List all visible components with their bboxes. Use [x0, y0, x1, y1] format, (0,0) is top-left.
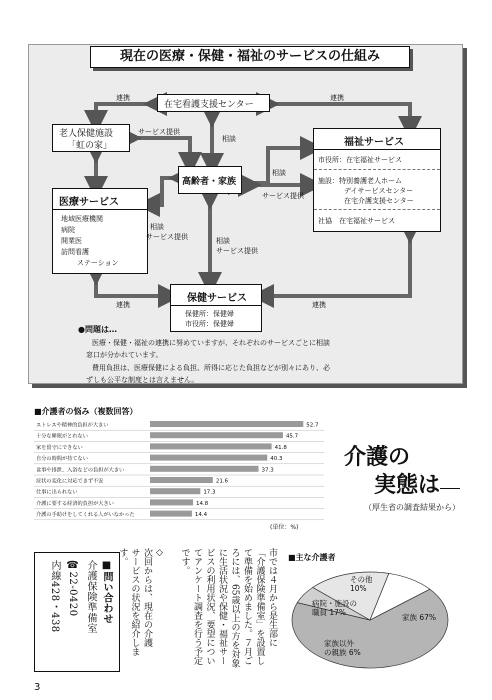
contact-heading: ■問い合わせ: [101, 560, 112, 624]
medical-item: 病院: [61, 226, 75, 234]
article-body: [117, 548, 278, 672]
medical-item: 開業医: [61, 237, 82, 245]
home-nursing-center-label: 在宅看護支援センター: [164, 100, 254, 110]
bar-category-label: 家を留守にできない: [36, 444, 83, 451]
health-title: 保健サービス: [187, 293, 247, 304]
link-label: 相談: [272, 169, 286, 177]
bar-chart-title: ■介護者の悩み（複数回答）: [34, 407, 138, 416]
pie-label: 病院・施設の: [312, 599, 357, 608]
welfare-title: 福祉サービス: [344, 137, 404, 148]
article-column: に生活状況や保健・福祉サー: [217, 548, 227, 665]
contact-ext: 内線428・438: [49, 560, 60, 633]
pie-chart: [290, 562, 460, 672]
welfare-row: 施設：特別養護老人ホーム: [318, 177, 402, 185]
problem-heading: ●問題は…: [78, 325, 117, 334]
link-label: サービス提供: [138, 128, 180, 136]
welfare-row: 市役所：在宅福祉サービス: [318, 156, 402, 164]
elderly-facility-box: [52, 124, 130, 152]
link-label: 連携: [312, 301, 326, 309]
medical-item: ステーション: [77, 259, 119, 267]
link-label: 連携: [330, 94, 344, 102]
heading-dash: [440, 488, 460, 489]
welfare-box: [313, 128, 441, 232]
welfare-row: デイサービスセンター: [344, 187, 414, 195]
health-item: 保健所：保健婦: [185, 310, 234, 318]
article-column: ろには、65歳以上の方を対象: [229, 548, 240, 668]
medical-box: [52, 188, 148, 274]
pie-label: の親族 6%: [324, 648, 361, 657]
bar-chart: [34, 416, 324, 534]
link-label: サービス提供: [146, 233, 188, 241]
side-heading: 実態は: [374, 472, 441, 498]
bar-category-label: 症状の変化に対応できず不安: [36, 478, 104, 485]
article-column: て準備を始めました。７月ご: [242, 548, 252, 665]
bar: [150, 511, 192, 517]
bar-category-label: ストレスや精神的負担が大きい: [36, 422, 109, 429]
bar: [150, 466, 259, 472]
bar: [150, 421, 303, 427]
pie-label: その他: [350, 575, 373, 584]
bar-category-label: 介護に要する経済的負担が大きい: [36, 500, 114, 507]
bar-category-label: 食事や排泄、入浴などの負担が大きい: [36, 467, 125, 474]
bar: [150, 477, 213, 483]
bar-category-label: 自分の時間が持てない: [36, 456, 88, 463]
article-column: ◇: [154, 548, 165, 558]
bar-category-label: 十分な睡眠がとれない: [36, 433, 88, 440]
pie-label: 職員 17%: [312, 608, 347, 617]
bar-value-label: 14.8: [196, 500, 209, 507]
article-column: てアンケート調査を行う予定: [192, 548, 202, 665]
bar: [150, 455, 267, 461]
bar-value-label: 21.6: [215, 478, 229, 485]
pie-label: 家族 67%: [402, 613, 437, 622]
medical-item: 地域医療機関: [61, 215, 103, 223]
bar-value-label: 14.4: [194, 512, 208, 519]
bar-value-label: 45.7: [285, 433, 299, 440]
problem-line: ずしも公平な制度とは言えません。: [86, 376, 199, 384]
article-column: です。: [179, 548, 190, 575]
bar-value-label: 41.8: [274, 444, 287, 451]
elderly-facility-name: 「虹の家」: [67, 141, 113, 151]
bar-value-label: 40.3: [270, 456, 283, 463]
contact-phone: ☎22-0420: [67, 560, 78, 617]
link-label: 相談: [150, 223, 164, 231]
home-nursing-center-box: [157, 94, 270, 112]
diagram-title: 現在の医療・保健・福祉のサービスの仕組み: [90, 46, 410, 68]
problem-line: 医療・保健・福祉の連携に努めていますが、それぞれのサービスごとに相談: [92, 339, 330, 347]
link-label: 相談: [216, 237, 230, 245]
article-column: 「介護保険準備室」を設置し: [254, 548, 265, 665]
article-column: ビスの利用状況、要望につい: [204, 548, 215, 665]
side-subtitle: （厚生省の調査結果から）: [364, 503, 460, 512]
problem-line: 費用負担は、医療保健による負担、所得に応じた負担などが別々にあり、必: [92, 364, 330, 372]
health-box: [170, 284, 262, 332]
bar-chart-unit: (単位：%): [270, 524, 299, 531]
article-column: 市では４月から是生部に: [267, 548, 277, 647]
bar: [150, 432, 283, 438]
medical-title: 医療サービス: [59, 197, 119, 208]
bar-category-label: 介護の手助けをしてくれる人がいなかった: [36, 512, 135, 519]
link-label: 連携: [116, 301, 130, 309]
elderly-facility-label: 老人保健施設: [59, 129, 114, 139]
link-label: サービス提供: [262, 192, 304, 200]
center-box: [178, 166, 242, 194]
link-label: サービス提供: [216, 247, 258, 255]
health-item: 市役所：保健婦: [185, 320, 234, 328]
bar-value-label: 17.3: [203, 489, 216, 496]
side-heading: 介護の: [344, 444, 411, 470]
welfare-row: 在宅介護支援センター: [344, 197, 414, 205]
medical-item: 訪問看護: [61, 248, 89, 256]
center-label: 高齢者・家族: [182, 177, 237, 187]
welfare-row: 社協 在宅福祉サービス: [318, 217, 395, 225]
bar-value-label: 52.7: [306, 422, 319, 429]
link-label: 連携: [116, 94, 130, 102]
page-number: 3: [34, 682, 41, 693]
link-label: 相談: [222, 135, 236, 143]
contact-dept: 介護保険準備室: [85, 560, 96, 634]
bar: [150, 488, 200, 494]
article-column: 次回からは、現在の介護: [142, 548, 152, 647]
article-column: サービスの状況を紹介します。: [117, 548, 140, 656]
problem-line: 窓口が分かれています。: [86, 351, 163, 359]
bar: [150, 499, 193, 505]
bar-category-label: 仕事に出られない: [36, 489, 78, 496]
pie-label: 10%: [350, 584, 367, 593]
pie-chart-title: ■主な介護者: [288, 553, 336, 562]
bar-value-label: 37.3: [261, 467, 274, 474]
pie-label: 家族以外: [324, 639, 354, 648]
bar: [150, 443, 272, 449]
